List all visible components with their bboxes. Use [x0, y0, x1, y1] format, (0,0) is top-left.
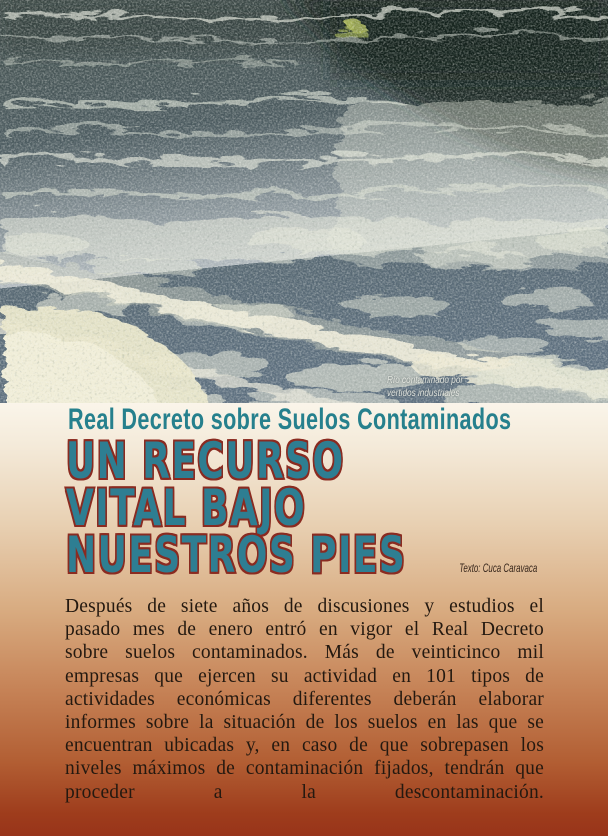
body-paragraph: Después de siete años de discusiones y estudios el pasado mes de enero entró en vigor el Real Decreto sobre suelos contaminados. Más de veinticinco mil empresas que ejercen su actividad en 101 tipos de actividades económicas diferentes deberán elaborar informes sobre la situación de los suelos en las que se encuentran ubicadas y, en caso de que sobrepasen los niveles máximos de contaminación fijados, tendrán que proceder a la descontaminación.: [65, 596, 544, 803]
kicker-headline: Real Decreto sobre Suelos Contaminados: [68, 403, 512, 436]
river-photo: [0, 0, 608, 403]
river-photo-art: [0, 0, 608, 403]
article-title: [66, 432, 407, 584]
title-line-3: NUESTROS PIES: [66, 526, 407, 584]
byline: Texto: Cuca Caravaca: [458, 561, 537, 575]
photo-caption-line2: vertidos industriales: [387, 387, 460, 399]
photo-caption: [387, 375, 494, 400]
title-line-1: UN RECURSO: [66, 432, 345, 490]
photo-caption-line1: Río contaminado por: [387, 375, 464, 386]
title-line-2: VITAL BAJO: [66, 479, 307, 537]
